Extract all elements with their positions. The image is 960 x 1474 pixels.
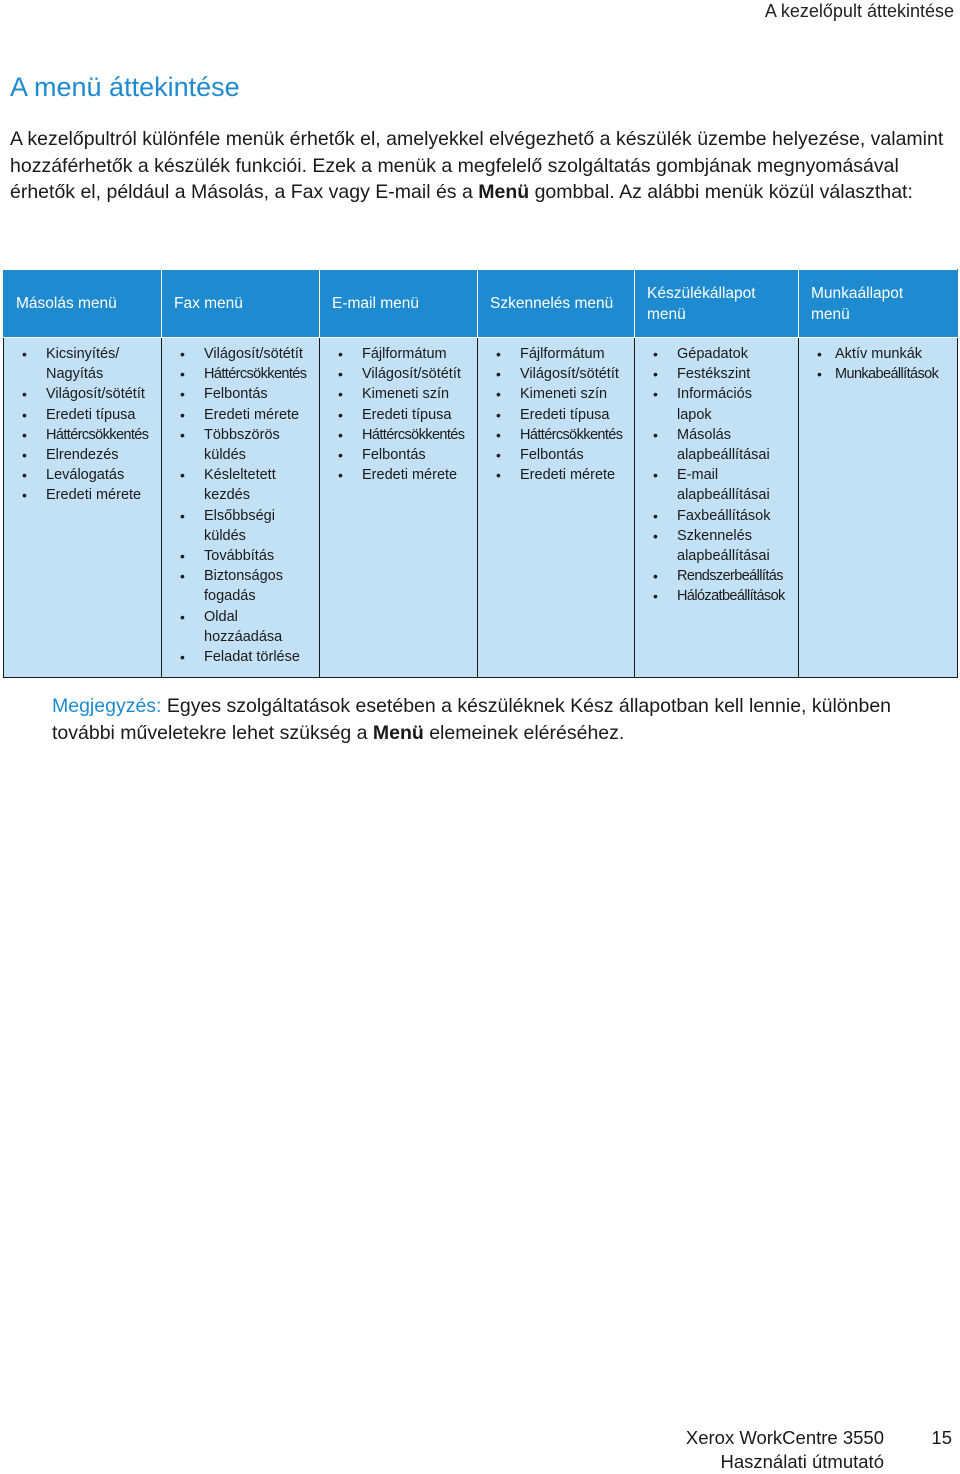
table-header-row xyxy=(4,270,958,338)
email-menu-list xyxy=(326,344,471,485)
machine-status-menu-list xyxy=(641,344,792,607)
list-item: • Oldal hozzáadása xyxy=(168,607,313,647)
list-item: • Eredeti mérete xyxy=(326,465,471,485)
intro-text-2: gombbal. Az alábbi menük közül választhat: xyxy=(529,181,913,203)
fax-menu-cell xyxy=(162,338,320,678)
list-item: • Eredeti mérete xyxy=(484,465,628,485)
list-item: • Elrendezés xyxy=(10,445,155,465)
list-item: • Szkennelés alapbeállításai xyxy=(641,526,792,566)
list-item: • Információs lapok xyxy=(641,384,792,424)
running-header: A kezelőpult áttekintése xyxy=(764,1,954,21)
list-item: • Leválogatás xyxy=(10,465,155,485)
intro-menu-keyword: Menü xyxy=(478,181,530,203)
footer-product-name: Xerox WorkCentre 3550 xyxy=(685,1427,884,1448)
header-fax-menu: Fax menü xyxy=(162,270,320,338)
list-item: • Eredeti típusa xyxy=(484,405,628,425)
list-item: • Világosít/sötétít xyxy=(484,364,628,384)
header-job-status-menu: Munkaállapot menü xyxy=(799,270,958,338)
list-item: • Hálózatbeállítások xyxy=(641,586,792,606)
fax-menu-list xyxy=(168,344,313,667)
list-item: • Rendszerbeállítás xyxy=(641,566,792,586)
list-item: • Háttércsökkentés xyxy=(484,425,628,445)
list-item: • Kimeneti szín xyxy=(326,384,471,404)
copy-menu-cell xyxy=(4,338,162,678)
list-item: • E-mail alapbeállításai xyxy=(641,465,792,505)
footer-guide-name: Használati útmutató xyxy=(720,1451,884,1472)
list-item: • Fájlformátum xyxy=(484,344,628,364)
job-status-menu-list xyxy=(805,344,951,384)
header-copy-menu: Másolás menü xyxy=(4,270,162,338)
intro-paragraph xyxy=(10,126,950,206)
list-item: • Másolás alapbeállításai xyxy=(641,425,792,465)
machine-status-menu-cell xyxy=(635,338,799,678)
note-label: Megjegyzés: xyxy=(52,695,162,717)
email-menu-cell xyxy=(320,338,478,678)
scan-menu-cell xyxy=(478,338,635,678)
list-item: • Háttércsökkentés xyxy=(326,425,471,445)
list-item: • Festékszint xyxy=(641,364,792,384)
list-item: • Eredeti mérete xyxy=(168,405,313,425)
list-item: • Háttércsökkentés xyxy=(10,425,155,445)
list-item: • Felbontás xyxy=(484,445,628,465)
list-item: • Eredeti típusa xyxy=(326,405,471,425)
list-item: • Világosít/sötétít xyxy=(326,364,471,384)
list-item: • Munkabeállítások xyxy=(805,364,951,384)
list-item: • Gépadatok xyxy=(641,344,792,364)
list-item: • Felbontás xyxy=(168,384,313,404)
list-item: • Világosít/sötétít xyxy=(10,384,155,404)
list-item: • Késleltetett kezdés xyxy=(168,465,313,505)
list-item: • Feladat törlése xyxy=(168,647,313,667)
scan-menu-list xyxy=(484,344,628,485)
page-number: 15 xyxy=(931,1427,952,1448)
note-menu-keyword: Menü xyxy=(372,721,424,744)
header-email-menu: E-mail menü xyxy=(320,270,478,338)
list-item: • Fájlformátum xyxy=(326,344,471,364)
table-body-row xyxy=(4,338,958,678)
note-paragraph xyxy=(52,693,942,746)
list-item: • Továbbítás xyxy=(168,546,313,566)
list-item: • Kimeneti szín xyxy=(484,384,628,404)
job-status-menu-cell xyxy=(799,338,958,678)
note-text-2: elemeinek eléréséhez. xyxy=(423,721,625,744)
header-machine-status-menu: Készülékállapot menü xyxy=(635,270,799,338)
list-item: • Faxbeállítások xyxy=(641,506,792,526)
note-text-1: Egyes szolgáltatások esetében a készüléknek Kész állapotban kell lennie, különben további műveletekre lehet szükség a xyxy=(52,695,892,744)
list-item: • Világosít/sötétít xyxy=(168,344,313,364)
list-item: • Biztonságos fogadás xyxy=(168,566,313,606)
menu-overview-table xyxy=(3,269,958,678)
list-item: • Háttércsökkentés xyxy=(168,364,313,384)
list-item: • Többszörös küldés xyxy=(168,425,313,465)
list-item: • Eredeti típusa xyxy=(10,405,155,425)
section-title: A menü áttekintése xyxy=(10,72,240,102)
list-item: • Aktív munkák xyxy=(805,344,951,364)
footer-product-info xyxy=(686,1426,884,1474)
header-scan-menu: Szkennelés menü xyxy=(478,270,635,338)
copy-menu-list xyxy=(10,344,155,506)
list-item: • Elsőbbségi küldés xyxy=(168,506,313,546)
list-item: • Eredeti mérete xyxy=(10,485,155,505)
list-item: • Felbontás xyxy=(326,445,471,465)
list-item: • Kicsinyítés/ Nagyítás xyxy=(10,344,155,384)
intro-text-1: A kezelőpultról különféle menük érhetők el, amelyekkel elvégezhető a készülék üzembe helyezése, valamint hozzáférhetők a készülék funkciói. Ezek a menük a megfelelő szolgáltatás gombjának megnyomásával érhetők el, például a Másolás, a Fax vagy E-mail és a xyxy=(10,128,944,203)
